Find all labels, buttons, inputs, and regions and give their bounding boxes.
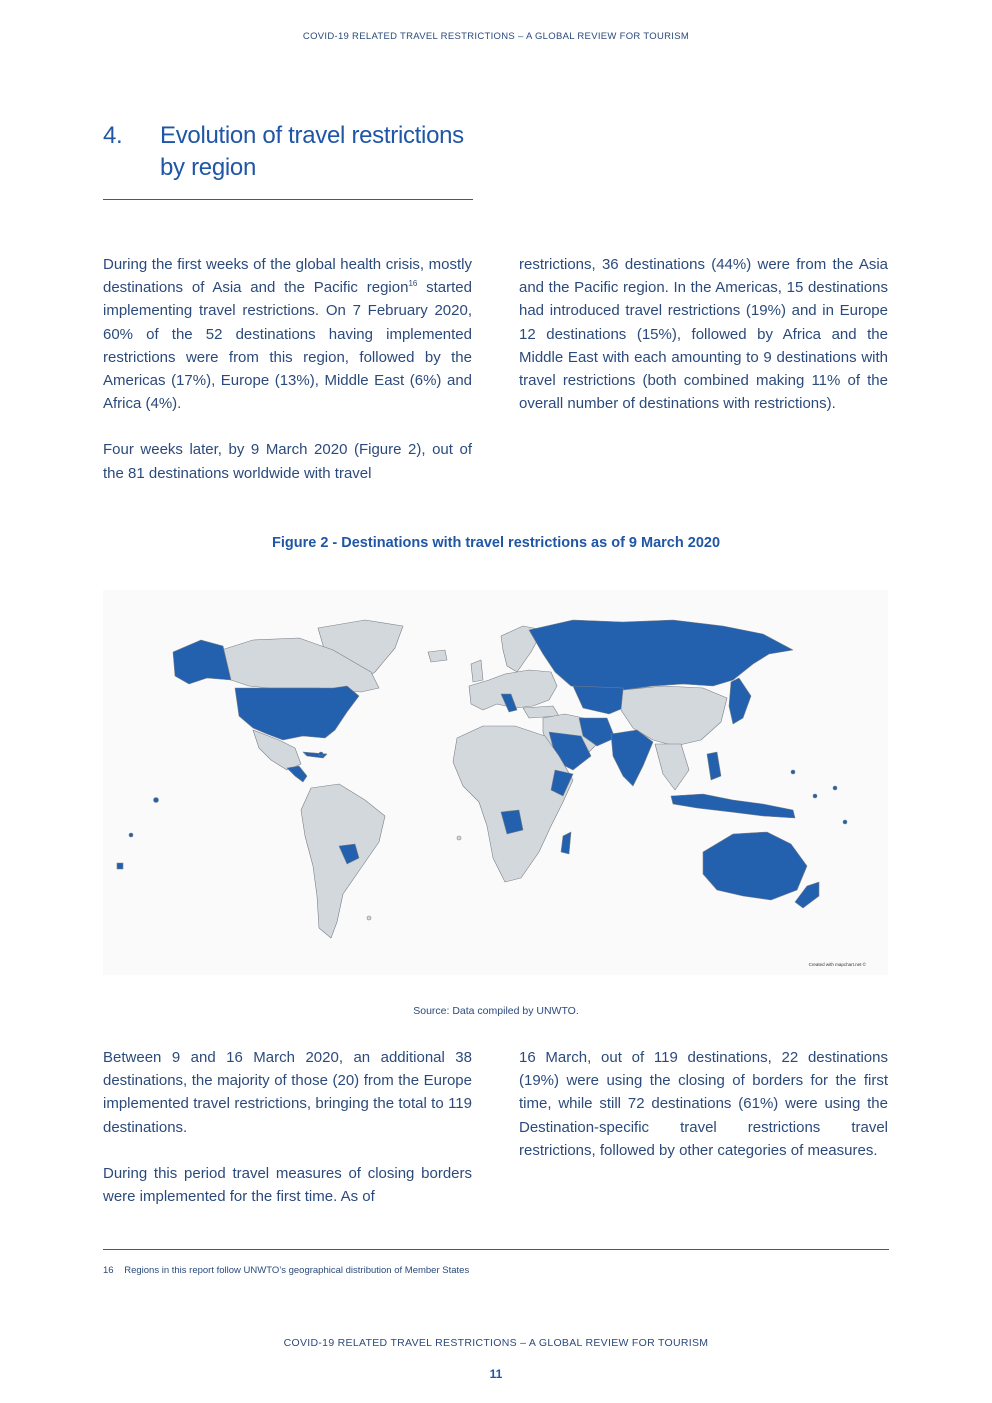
map-japan <box>729 678 751 724</box>
map-island <box>129 833 133 837</box>
map-island <box>319 752 323 756</box>
map-island <box>457 836 461 840</box>
world-map-svg <box>103 590 888 975</box>
map-island <box>367 916 371 920</box>
footnote-text: Regions in this report follow UNWTO’s geographical distribution of Member States <box>124 1265 470 1276</box>
heading-divider <box>103 199 473 200</box>
footnote-ref[interactable]: 16 <box>408 279 418 289</box>
map-alaska <box>173 640 231 684</box>
world-map <box>103 590 888 975</box>
map-uk <box>471 660 483 682</box>
map-india <box>611 730 653 786</box>
map-island <box>154 798 159 803</box>
map-philippines <box>707 752 721 780</box>
paragraph: Four weeks later, by 9 March 2020 (Figure 2), out of the 81 destinations worldwide with travel <box>103 441 472 482</box>
map-island <box>813 794 817 798</box>
body-bottom-right-column <box>519 1046 888 1162</box>
footnote-number: 16 <box>103 1265 114 1276</box>
map-island <box>791 770 795 774</box>
body-top-left-column <box>103 253 472 485</box>
map-australia <box>703 832 807 900</box>
page-number: 11 <box>489 1367 503 1381</box>
section-title: Evolution of travel restrictions by region <box>160 122 464 181</box>
map-south-america <box>301 784 385 938</box>
map-indonesia <box>671 794 795 818</box>
map-southeast-asia <box>655 744 689 790</box>
paragraph: restrictions, 36 destinations (44%) were from the Asia and the Pacific region. In the Americas, 15 destinations had introduced travel restrictions (19%) and in Europe 12 destinations (15%), followed by Africa and the Middle East with each amounting to 9 destinations with travel restrictions (both combined making 11% of the overall number of destinations with restrictions). <box>519 256 888 413</box>
map-island <box>117 863 123 869</box>
map-madagascar <box>561 832 571 854</box>
paragraph: During the first weeks of the global health crisis, mostly destinations of Asia and the Pacific region$^{16}$ started implementing travel restrictions. On 7 February 2020, 60% of the 52 destinations having implemented restrictions were from this region, followed by the Americas (17%), Europe (13%), Middle East (6%) and Africa (4%). <box>103 256 472 413</box>
map-central-america <box>287 766 307 782</box>
body-bottom-left-column <box>103 1046 472 1208</box>
map-island <box>833 786 837 790</box>
paragraph: Between 9 and 16 March 2020, an additional 38 destinations, the majority of those (20) from the Europe implemented travel restrictions, bringing the total to 119 destinations. <box>103 1049 472 1136</box>
footnote <box>103 1265 803 1276</box>
running-footer: COVID-19 RELATED TRAVEL RESTRICTIONS – A GLOBAL REVIEW FOR TOURISM <box>283 1337 709 1349</box>
body-top-right-column <box>519 253 888 415</box>
running-header: COVID-19 RELATED TRAVEL RESTRICTIONS – A GLOBAL REVIEW FOR TOURISM <box>302 31 690 42</box>
figure-caption: Figure 2 - Destinations with travel restrictions as of 9 March 2020 <box>271 535 721 551</box>
footnote-divider <box>103 1249 889 1250</box>
paragraph: 16 March, out of 119 destinations, 22 destinations (19%) were using the closing of borders for the first time, while still 72 destinations (61%) were using the Destination-specific travel restrictions travel restrictions, followed by other categories of measures. <box>519 1049 888 1159</box>
section-number: 4. <box>103 122 123 149</box>
map-iceland <box>428 650 447 662</box>
map-russia <box>529 620 793 690</box>
map-credit: Created with mapchart.net © <box>808 962 866 967</box>
map-cuba <box>303 752 327 758</box>
figure-source: Source: Data compiled by UNWTO. <box>413 1005 579 1017</box>
map-island <box>843 820 847 824</box>
paragraph: During this period travel measures of closing borders were implemented for the first time. As of <box>103 1164 472 1206</box>
